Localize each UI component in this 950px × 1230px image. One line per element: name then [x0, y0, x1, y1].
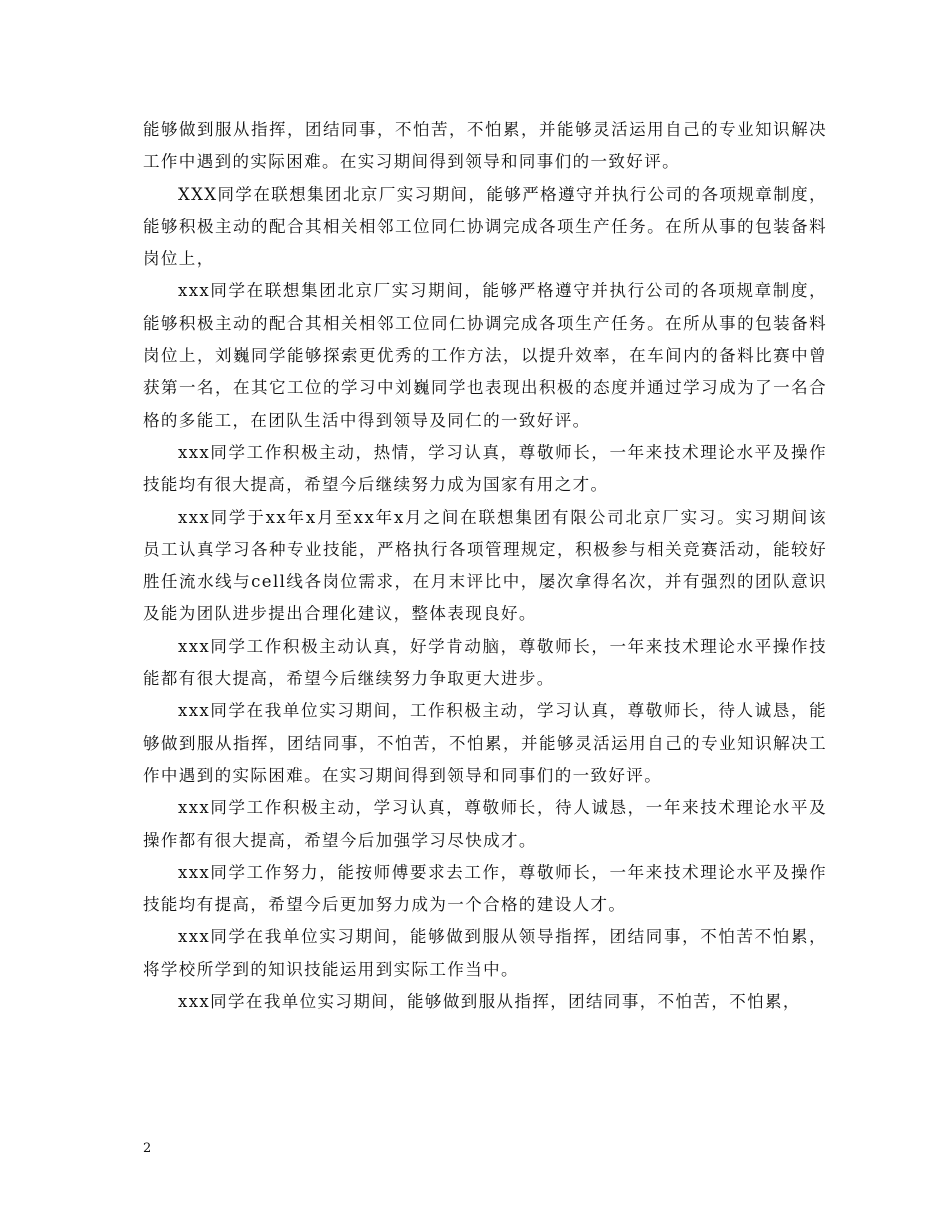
paragraph: xxx同学工作积极主动认真，好学肯动脑，尊敬师长，一年来技术理论水平操作技能都有很大提高，希望今后继续努力争取更大进步。 [143, 636, 827, 689]
paragraph: xxx同学工作努力，能按师傅要求去工作，尊敬师长，一年来技术理论水平及操作技能均有提高，希望今后更加努力成为一个合格的建设人才。 [143, 862, 827, 915]
paragraph: xxx同学在我单位实习期间，能够做到服从指挥，团结同事，不怕苦，不怕累， [178, 992, 801, 1012]
paragraph: xxx同学于xx年x月至xx年x月之间在联想集团有限公司北京厂实习。实习期间该员工认真学习各种专业技能，严格执行各项管理规定，积极参与相关竞赛活动，能较好胜任流水线与cell线各岗位需求，在月末评比中，屡次拿得名次，并有强烈的团队意识及能为团队进步提出合理化建议，整体表现良好。 [143, 507, 827, 624]
body-text [143, 114, 827, 1018]
paragraph: xxx同学在我单位实习期间，能够做到服从领导指挥，团结同事，不怕苦不怕累，将学校所学到的知识技能运用到实际工作当中。 [143, 927, 827, 979]
paragraph: xxx同学在我单位实习期间，工作积极主动，学习认真，尊敬师长，待人诚恳，能够做到服从指挥，团结同事，不怕苦，不怕累，并能够灵活运用自己的专业知识解决工作中遇到的实际困难。在实习期间得到领导和同事们的一致好评。 [143, 701, 827, 785]
page-number: 2 [143, 1141, 152, 1156]
paragraph: xxx同学工作积极主动，热情，学习认真，尊敬师长，一年来技术理论水平及操作技能均有很大提高，希望今后继续努力成为国家有用之才。 [143, 442, 827, 495]
paragraph: XXX同学在联想集团北京厂实习期间，能够严格遵守并执行公司的各项规章制度，能够积极主动的配合其相关相邻工位同仁协调完成各项生产任务。在所从事的包装备料岗位上， [143, 184, 827, 269]
paragraph: xxx同学工作积极主动，学习认真，尊敬师长，待人诚恳，一年来技术理论水平及操作都有很大提高，希望今后加强学习尽快成才。 [143, 798, 827, 850]
paragraph-continued: 能够做到服从指挥，团结同事，不怕苦，不怕累，并能够灵活运用自己的专业知识解决工作中遇到的实际困难。在实习期间得到领导和同事们的一致好评。 [143, 120, 827, 172]
paragraph: xxx同学在联想集团北京厂实习期间，能够严格遵守并执行公司的各项规章制度，能够积极主动的配合其相关相邻工位同仁协调完成各项生产任务。在所从事的包装备料岗位上，刘巍同学能够探索更优秀的工作方法，以提升效率，在车间内的备料比赛中曾获第一名，在其它工位的学习中刘巍同学也表现出积极的态度并通过学习成为了一名合格的多能工，在团队生活中得到领导及同仁的一致好评。 [143, 281, 827, 430]
